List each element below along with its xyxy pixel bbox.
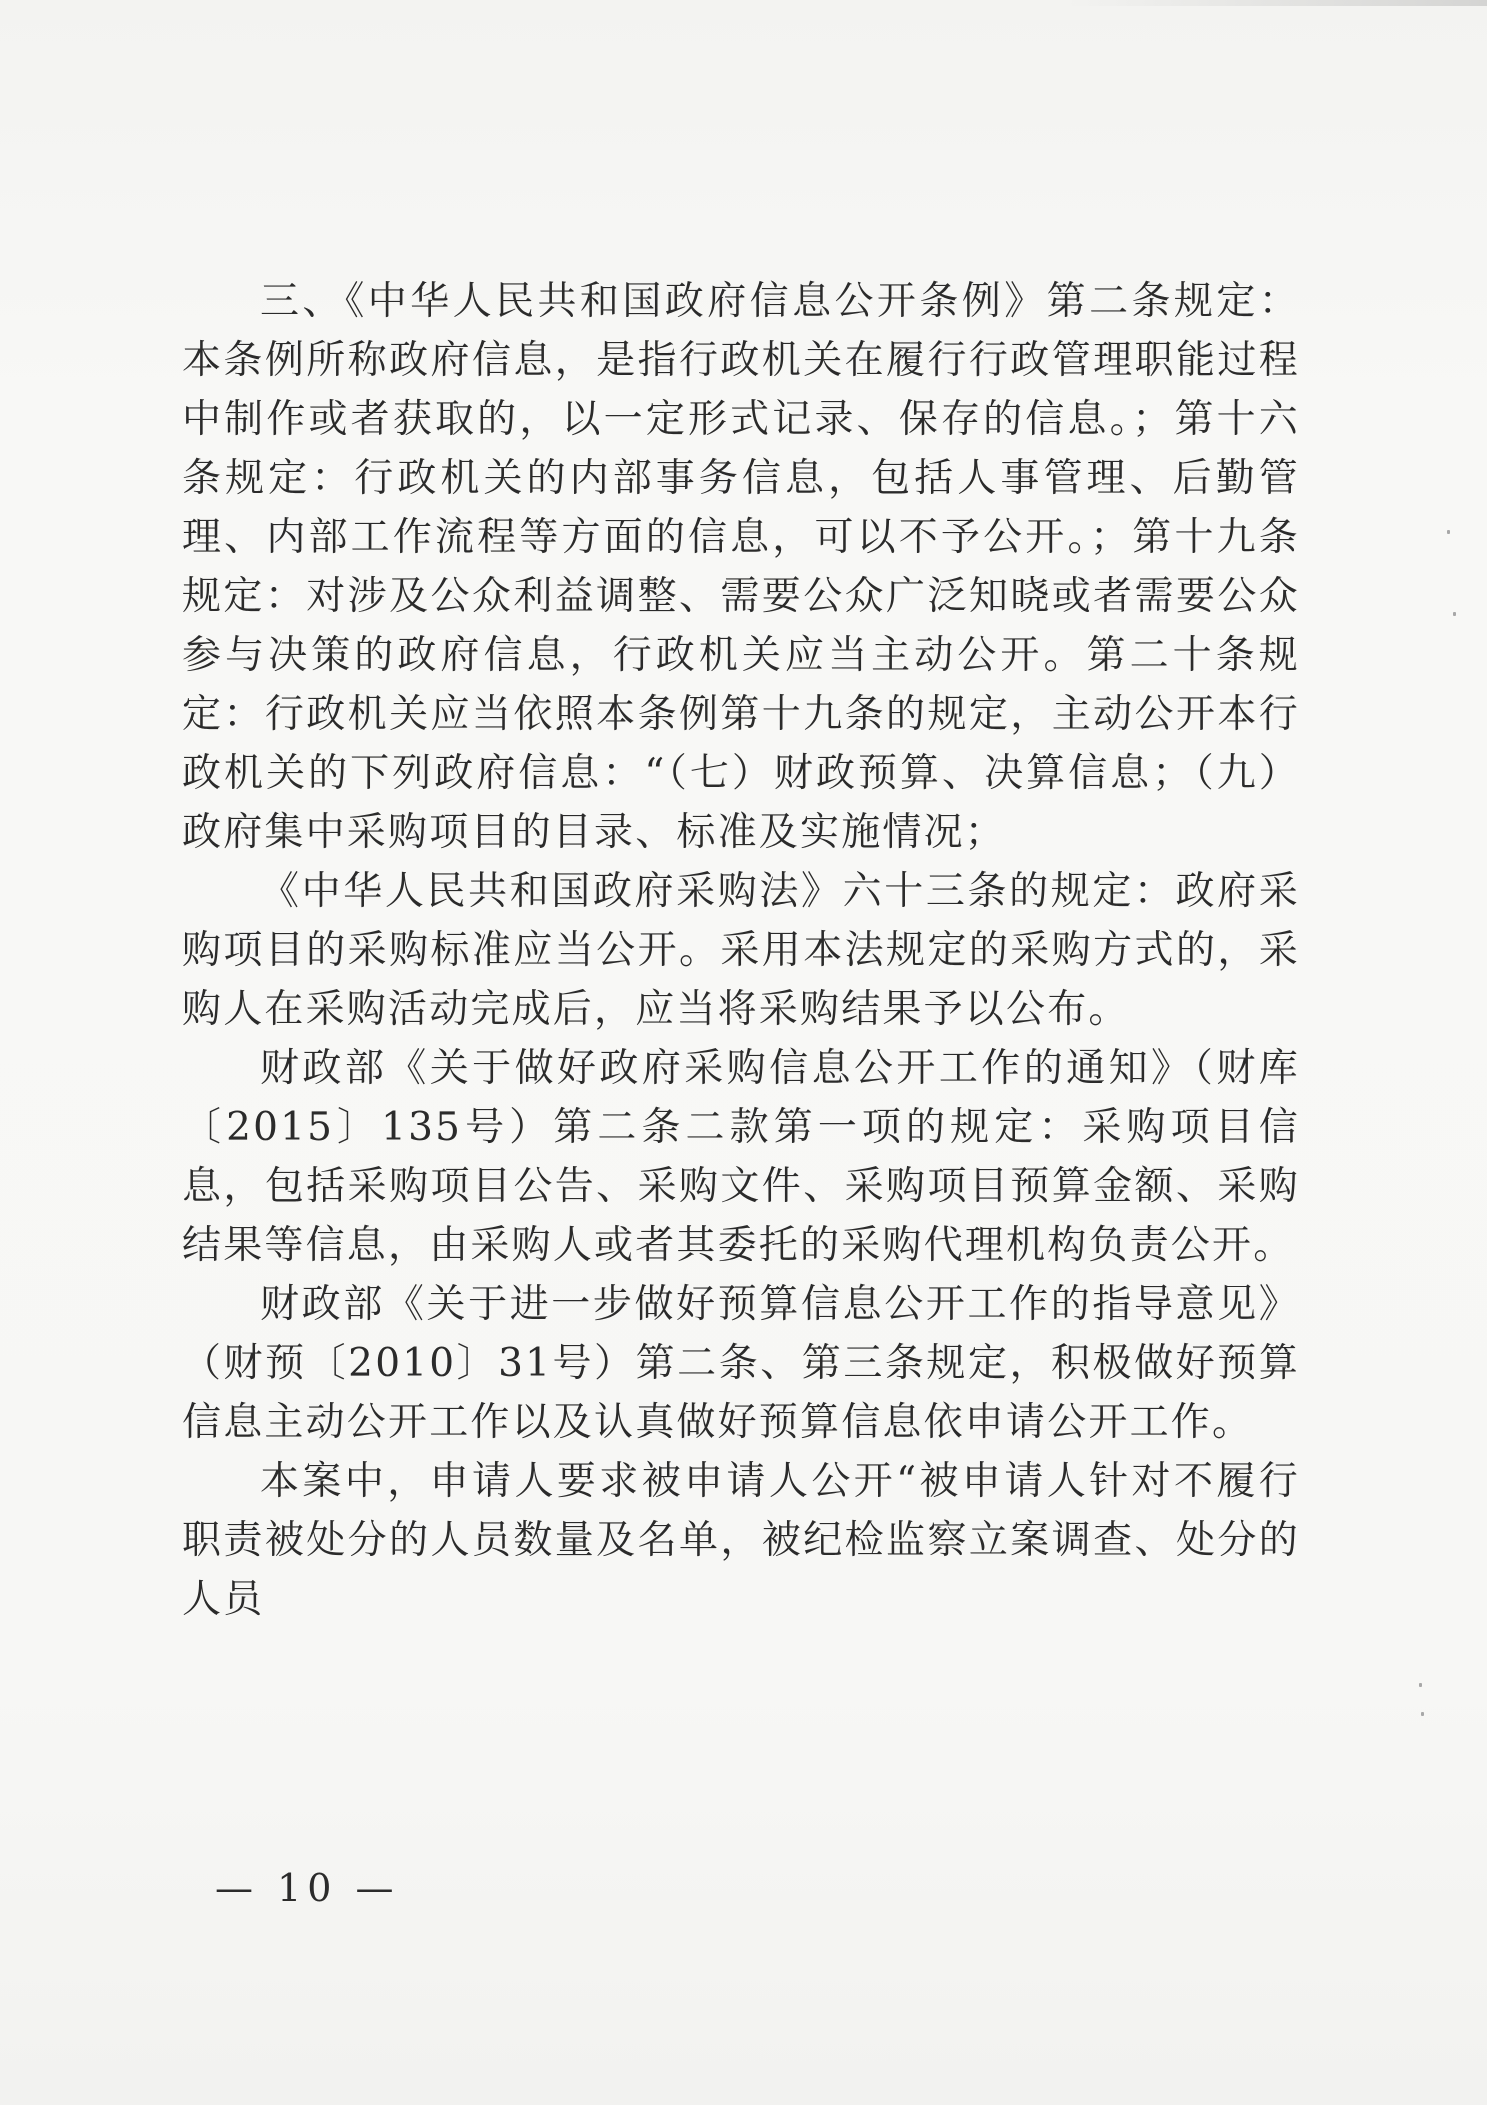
paragraph-case-statement: 本案中，申请人要求被申请人公开“被申请人针对不履行职责被处分的人员数量及名单，被纪检监察立案调查、处分的人员	[182, 1459, 1300, 1622]
document-body	[182, 272, 1300, 1629]
paragraph-procurement-notice: 财政部《关于做好政府采购信息公开工作的通知》（财库〔2015〕135号）第二条二款第一项的规定：采购项目信息，包括采购项目公告、采购文件、采购项目预算金额、采购结果等信息，由采购人或者其委托的采购代理机构负责公开。	[182, 1046, 1300, 1268]
page-number: — 10 —	[215, 1866, 400, 1910]
scan-speck	[1453, 612, 1456, 616]
scan-edge	[1067, 0, 1487, 6]
paragraph-budget-guidance: 财政部《关于进一步做好预算信息公开工作的指导意见》（财预〔2010〕31号）第二条、第三条规定，积极做好预算信息主动公开工作以及认真做好预算信息依申请公开工作。	[182, 1282, 1300, 1445]
paragraph-regulations-article: 三、《中华人民共和国政府信息公开条例》第二条规定：本条例所称政府信息，是指行政机关在履行行政管理职能过程中制作或者获取的，以一定形式记录、保存的信息。；第十六条规定：行政机关的内部事务信息，包括人事管理、后勤管理、内部工作流程等方面的信息，可以不予公开。；第十九条规定：对涉及公众利益调整、需要公众广泛知晓或者需要公众参与决策的政府信息，行政机关应当主动公开。第二十条规定：行政机关应当依照本条例第十九条的规定，主动公开本行政机关的下列政府信息：“（七）财政预算、决算信息；（九）政府集中采购项目的目录、标准及实施情况；	[182, 279, 1300, 855]
scan-speck	[1421, 1712, 1424, 1716]
scan-speck	[1447, 530, 1450, 534]
scan-speck	[1419, 1683, 1422, 1687]
paragraph-procurement-law: 《中华人民共和国政府采购法》六十三条的规定：政府采购项目的采购标准应当公开。采用本法规定的采购方式的，采购人在采购活动完成后，应当将采购结果予以公布。	[182, 869, 1300, 1032]
